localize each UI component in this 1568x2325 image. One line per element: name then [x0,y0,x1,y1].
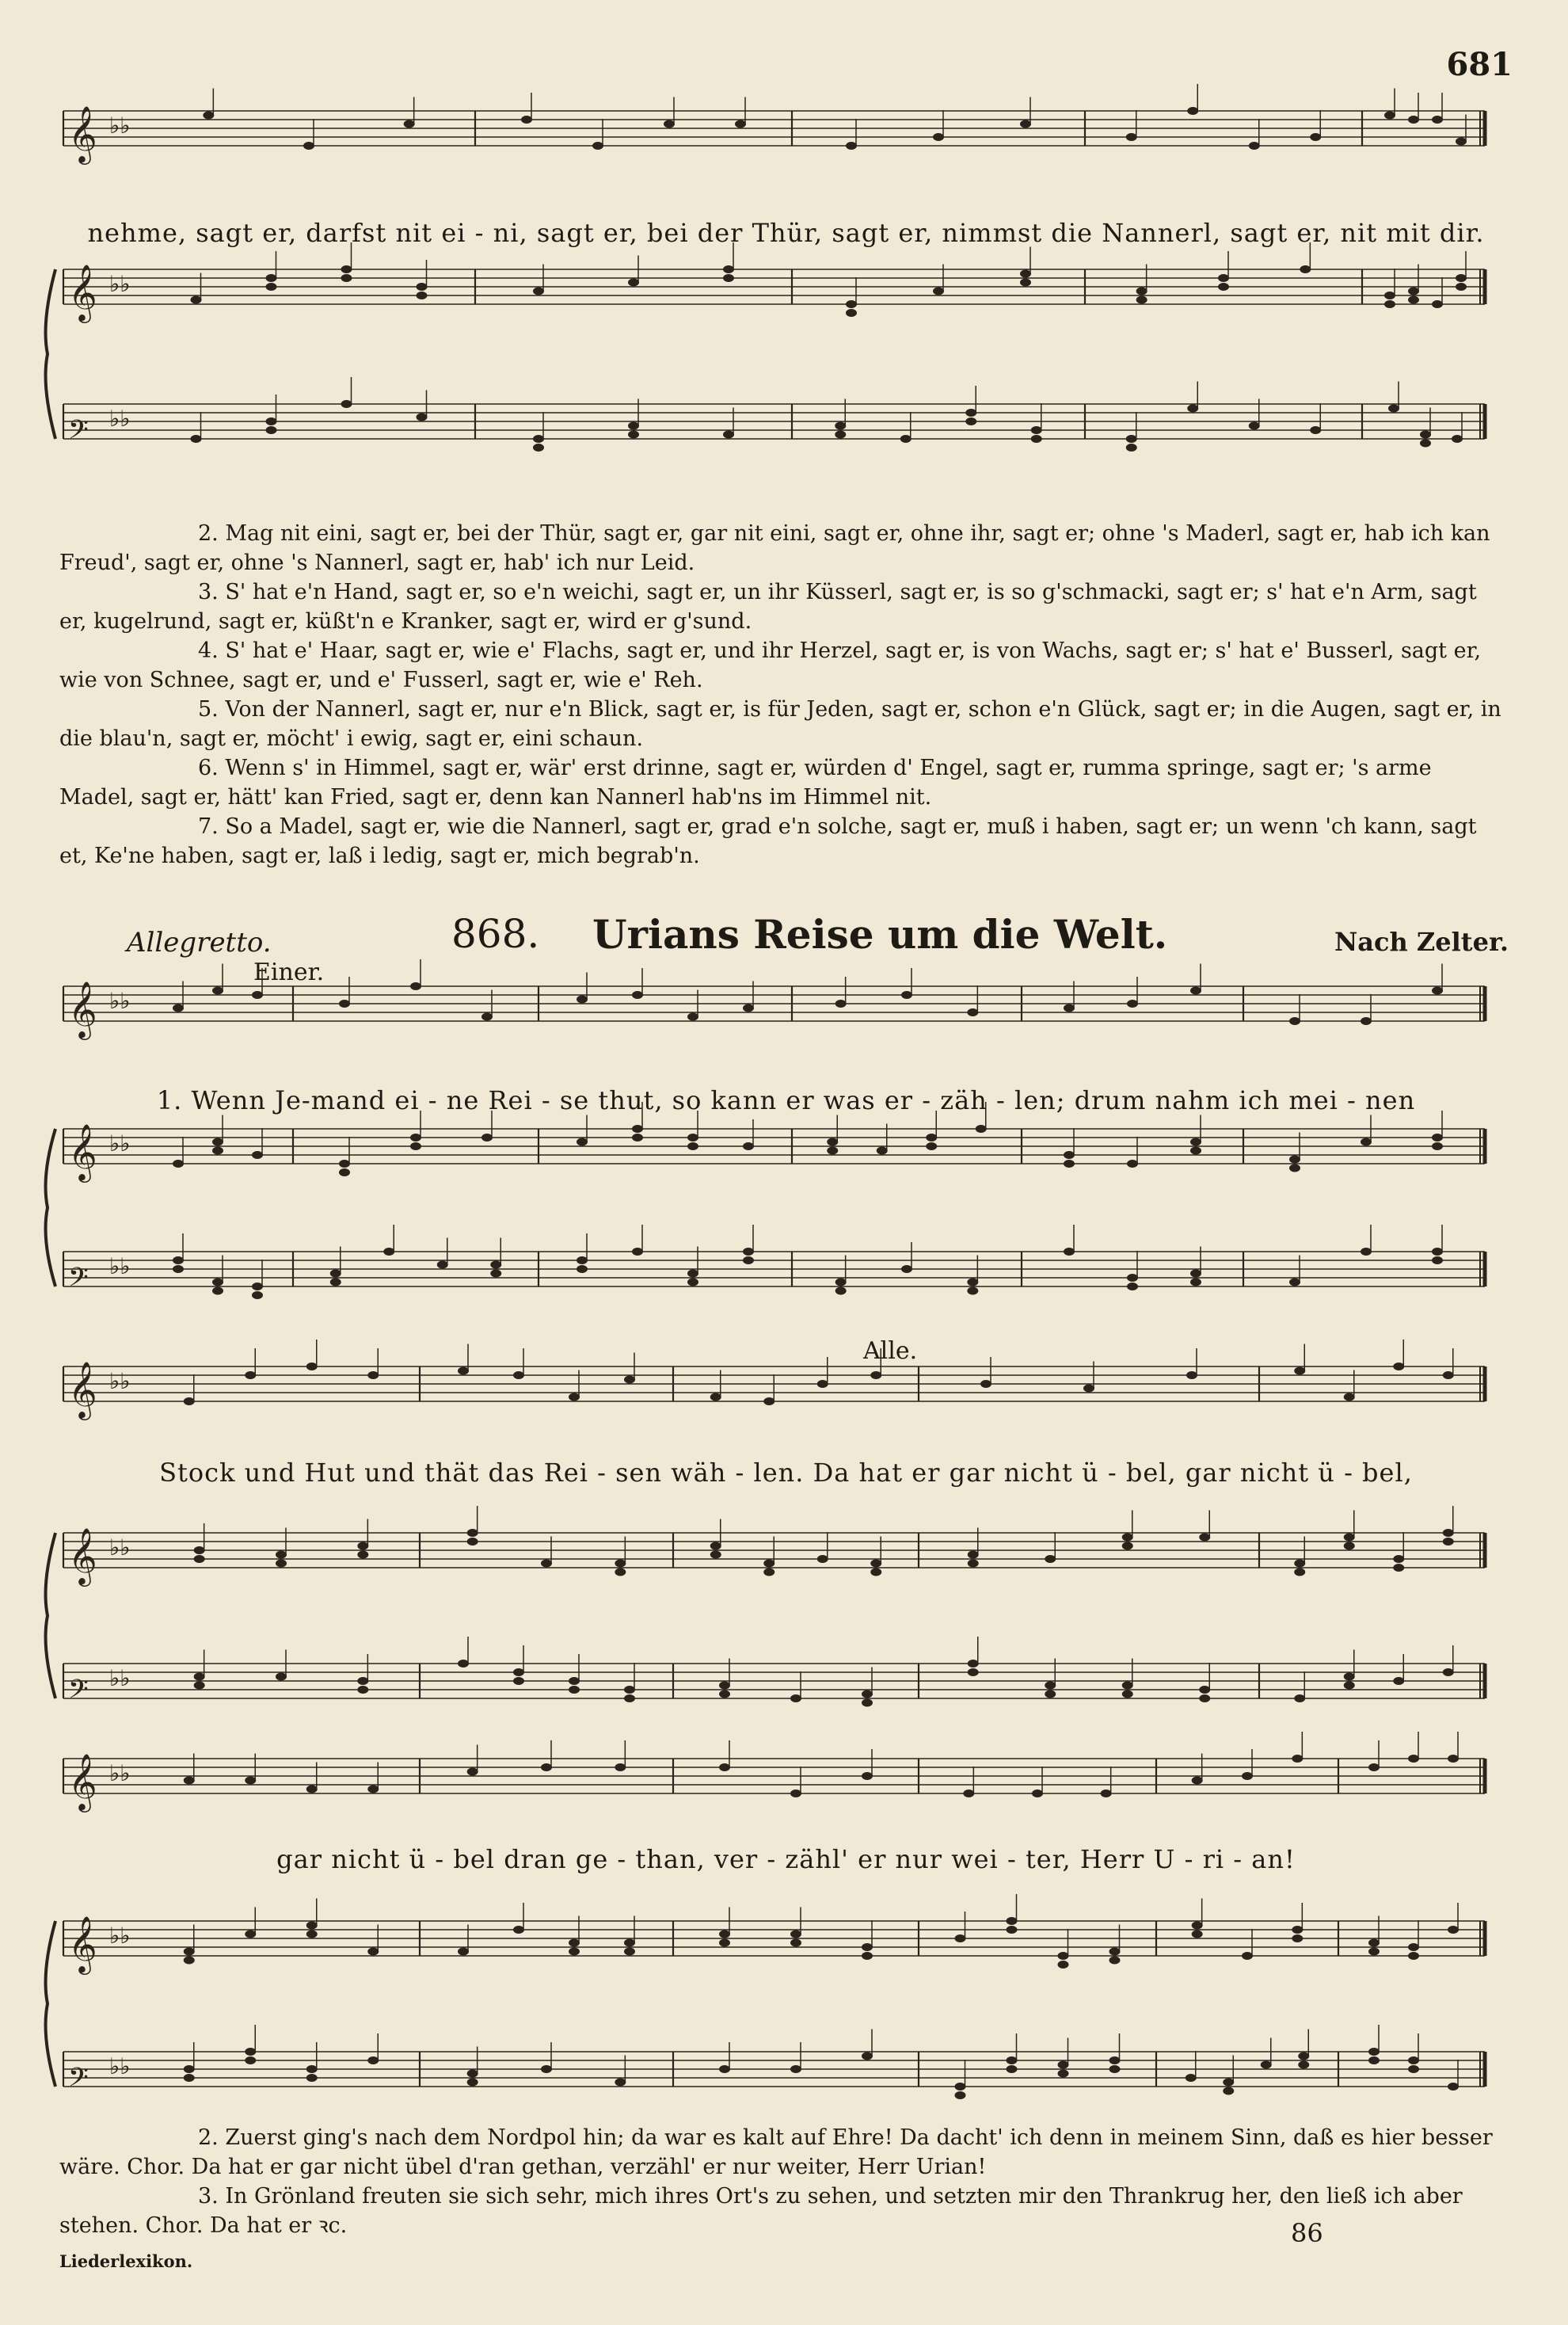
music-system-3 [63,1360,1509,1711]
svg-text:𝄞: 𝄞 [68,1752,97,1810]
svg-text:𝄞: 𝄞 [68,263,97,321]
verse: 3. S' hat e'n Hand, sagt er, so e'n weichi, sagt er, un ihr Küsserl, sagt er, is so g'schmacki, sagt er; s' hat e'n Arm, sagt er, kugelrund, sagt er, küßt'n e Kranker, sagt er, wird er g'sund. [59,580,1477,634]
score-system-4 [63,1752,1509,2099]
svg-text:♭♭: ♭♭ [109,406,131,432]
verse: 2. Mag nit eini, sagt er, bei der Thür, sagt er, gar nit eini, sagt er, ohne ihr, sagt er; ohne 's Maderl, sagt er, hab ich kan Freud', sagt er, ohne 's Nannerl, sagt er, hab' ich nur Leid. [59,521,1490,575]
svg-text:♭♭: ♭♭ [109,2053,131,2079]
tempo-marking: Allegretto. [127,927,272,959]
svg-text:♭♭: ♭♭ [109,1368,131,1394]
svg-text:𝄞: 𝄞 [68,1122,97,1180]
verse: 5. Von der Nannerl, sagt er, nur e'n Blick, sagt er, is für Jeden, sagt er, schon e'n Glück, sagt er; in die Augen, sagt er, in die blau'n, sagt er, möcht' i ewig, sagt er, eini schaun. [59,697,1501,751]
signature-mark: 86 [1291,2218,1323,2248]
music-system-1 [63,105,1509,483]
svg-text:♭♭: ♭♭ [109,1130,131,1157]
lyric-line: gar nicht ü - bel dran ge - than, ver - zähl' er nur wei - ter, Herr U - ri - an! [276,1844,1296,1874]
lyric-line: nehme, sagt er, darfst nit ei - ni, sagt er, bei der Thür, sagt er, nimmst die Nannerl, sagt er, nit mit dir. [87,218,1485,248]
page-number: 681 [1446,46,1513,83]
svg-text:♭♭: ♭♭ [109,1534,131,1561]
svg-text:𝄢: 𝄢 [68,1263,89,1299]
verse: 2. Zuerst ging's nach dem Nordpol hin; da war es kalt auf Ehre! Da dacht' ich denn in meinem Sinn, daß es hier besser wäre. Chor. Da hat er gar nicht übel d'ran gethan, verzähl' er nur weiter, Herr Urian! [59,2125,1493,2179]
footer-note: Liederlexikon. [59,2251,193,2271]
svg-text:♭♭: ♭♭ [109,112,131,139]
music-system-2 [63,980,1509,1303]
svg-text:𝄞: 𝄞 [68,105,97,162]
verse: 7. So a Madel, sagt er, wie die Nannerl, sagt er, grad e'n solche, sagt er, muß i haben, sagt er; un wenn 'ch kann, sagt et, Ke'ne haben, sagt er, laß i ledig, sagt er, mich begrab'n. [59,814,1477,868]
verse: 3. In Grönland freuten sie sich sehr, mich ihres Ort's zu sehen, und setzten mir den Thrankrug her, den ließ ich aber stehen. Chor. Da hat er ꝛc. [59,2184,1463,2238]
svg-text:𝄞: 𝄞 [68,1526,97,1584]
song-title: Urians Reise um die Welt. [592,911,1168,958]
svg-text:♭♭: ♭♭ [109,1923,131,1949]
score-system-3 [63,1360,1509,1711]
verse: 6. Wenn s' in Himmel, sagt er, wär' erst drinne, sagt er, würden d' Engel, sagt er, rumma springe, sagt er; 's arme Madel, sagt er, hätt' kan Fried, sagt er, denn kan Nannerl hab'ns im Himmel nit. [59,756,1432,810]
svg-text:♭♭: ♭♭ [109,1253,131,1279]
svg-text:♭♭: ♭♭ [109,988,131,1014]
svg-text:♭♭: ♭♭ [109,1760,131,1786]
lyric-line: 1. Wenn Je-mand ei - ne Rei - se thut, so kann er was er - zäh - len; drum nahm ich mei - nen [156,1085,1416,1115]
svg-text:𝄢: 𝄢 [68,415,89,452]
voice-label-alle: Alle. [863,1337,918,1365]
svg-text:𝄢: 𝄢 [68,1675,89,1711]
svg-text:♭♭: ♭♭ [109,1665,131,1691]
music-system-4 [63,1752,1509,2099]
voice-label-einer: Einer. [253,959,325,986]
verse: 4. S' hat e' Haar, sagt er, wie e' Flachs, sagt er, und ihr Herzel, sagt er, is von Wachs, sagt er; s' hat e' Busserl, sagt er, wie von Schnee, sagt er, und e' Fusserl, sagt er, wie e' Reh. [59,638,1482,692]
composer: Nach Zelter. [1334,927,1509,957]
verses-block-1 [59,519,1509,871]
score-system-1 [63,105,1509,483]
song-number: 868. [451,911,540,957]
lyric-line: Stock und Hut und thät das Rei - sen wäh - len. Da hat er gar nicht ü - bel, gar nicht ü - bel, [159,1458,1413,1488]
svg-text:𝄢: 𝄢 [68,2063,89,2099]
score-system-2 [63,980,1509,1303]
svg-text:𝄞: 𝄞 [68,980,97,1038]
svg-text:𝄞: 𝄞 [68,1915,97,1972]
svg-text:𝄞: 𝄞 [68,1360,97,1418]
svg-text:♭♭: ♭♭ [109,271,131,297]
